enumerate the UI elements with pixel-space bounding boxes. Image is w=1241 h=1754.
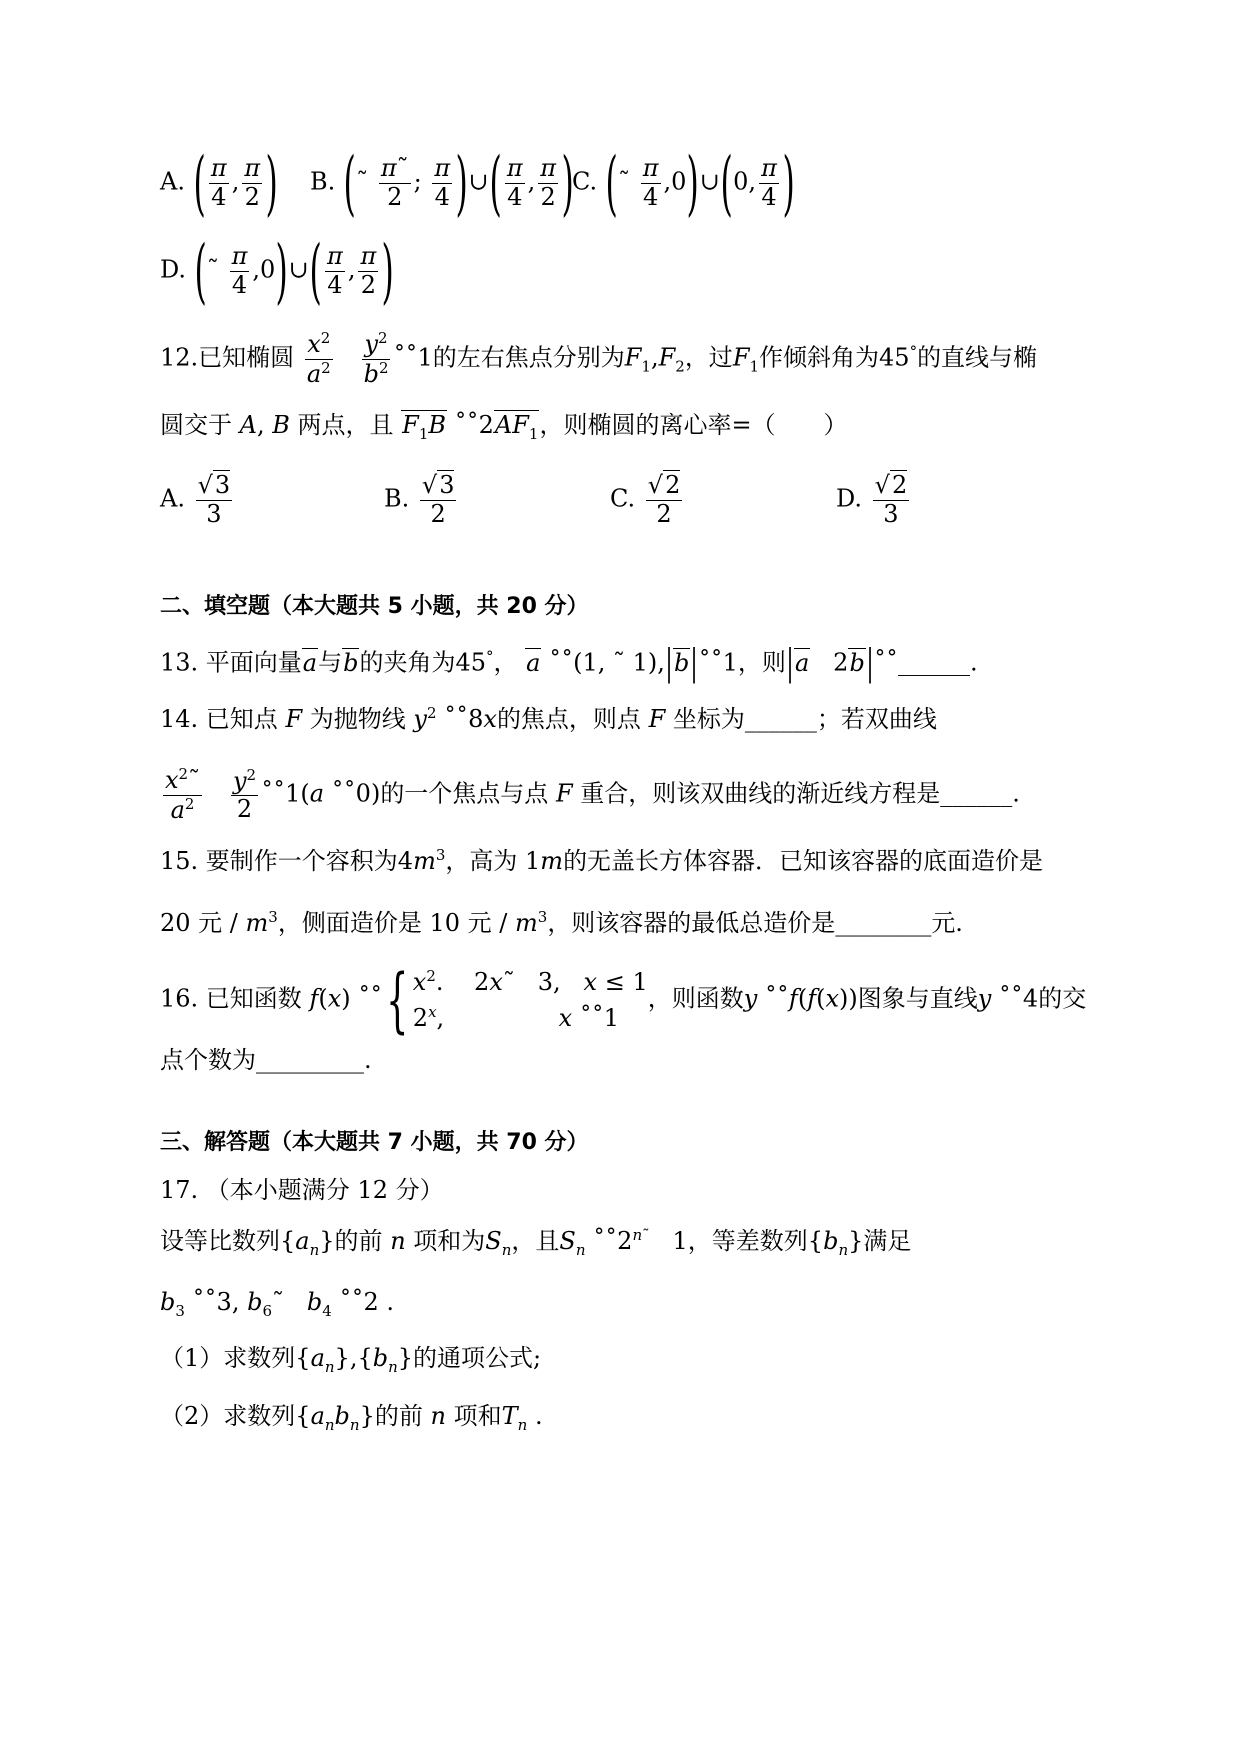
- q15-line2: 20 元 / $m^3$，侧面造价是 10 元 / $m^3$，则该容器的最低总造价是________元.: [160, 908, 963, 937]
- q17-line1: 设等比数列$\{a_n\}$的前 n 项和为$S_n$，且$S_n$ $˚˚2^{n˜}$ 1，等差数列$\{b_n\}$满足: [160, 1226, 912, 1259]
- q16-line2: 点个数为_________.: [160, 1046, 372, 1074]
- q17-part1: （1）求数列$\{a_n\},\{b_n\}$的通项公式;: [160, 1344, 542, 1376]
- q13: 13. 平面向量a与b的夹角为45°， a ˚˚(1, ˜ 1),|b|˚˚1，则|a 2b|˚˚______.: [160, 643, 978, 684]
- section-2-heading: 二、填空题（本大题共 5 小题，共 20 分）: [160, 594, 589, 619]
- q14-line2: $\frac{x^2˜}{a^2}$ $\frac{y^2}{2}$ ˚˚1(a ˚˚0)的一个焦点与点 F 重合，则该双曲线的渐近线方程是______.: [165, 765, 1020, 824]
- q11-option-a: A. ( $\frac{\pi}{4}$ , $\frac{\pi}{2}$ ): [160, 142, 278, 224]
- q12-option-d: D. $\frac{√2}{3}$: [836, 471, 908, 528]
- q14-line1: 14. 已知点 F 为抛物线 $y^2$ ˚˚8x的焦点，则点 F 坐标为______；若双曲线: [160, 704, 937, 733]
- q11-option-b: B. (˜ $\frac{\pi˜}{2}$ ; $\frac{\pi}{4}$ )∪( $\frac{\pi}{4}$ , $\frac{\pi}{2}$ ): [310, 142, 574, 224]
- q12-line2: 圆交于 A, B 两点，且 $F_1B$ $˚˚2AF_1$，则椭圆的离心率=（ ）: [160, 411, 848, 443]
- q12-option-a: A. $\frac{√3}{3}$: [160, 471, 231, 528]
- q12-line1: 12.已知椭圆 $\frac{x^2}{a^2}$ $\frac{y^2}{b^2}$ ˚˚1的左右焦点分别为$F_1,F_2$，过$F_1$作倾斜角为45°的直线与椭: [160, 329, 1038, 388]
- section-3-heading: 三、解答题（本大题共 7 小题，共 70 分）: [160, 1130, 589, 1155]
- q17-title: 17. （本小题满分 12 分）: [160, 1176, 444, 1204]
- q11-option-d: D. (˜ $\frac{\pi}{4}$ ,0)∪( $\frac{\pi}{4}$ , $\frac{\pi}{2}$ ): [160, 230, 395, 312]
- q17-line2: $b_3$ ˚˚3, $b_6˜$ $b_4$ ˚˚2 .: [160, 1288, 394, 1320]
- q17-part2: （2）求数列$\{a_nb_n\}$的前 n 项和$T_n$ .: [160, 1402, 543, 1434]
- q16-line1: 16. 已知函数 f(x) ˚˚{ $x^2$. 2x˜ 3, x ≤ 1 2$^x$, x ˚˚1 ，则函数y ˚˚f(f(x))图象与直线y ˚˚4的交: [160, 959, 1087, 1041]
- q11-option-c: C. (˜ $\frac{\pi}{4}$ ,0)∪(0, $\frac{\pi}{4}$ ): [572, 142, 795, 224]
- q12-option-c: C. $\frac{√2}{2}$: [610, 471, 681, 528]
- q15-line1: 15. 要制作一个容积为$4m^3$，高为 1m的无盖长方体容器．已知该容器的底面造价是: [160, 846, 1044, 875]
- q12-option-b: B. $\frac{√3}{2}$: [384, 471, 455, 528]
